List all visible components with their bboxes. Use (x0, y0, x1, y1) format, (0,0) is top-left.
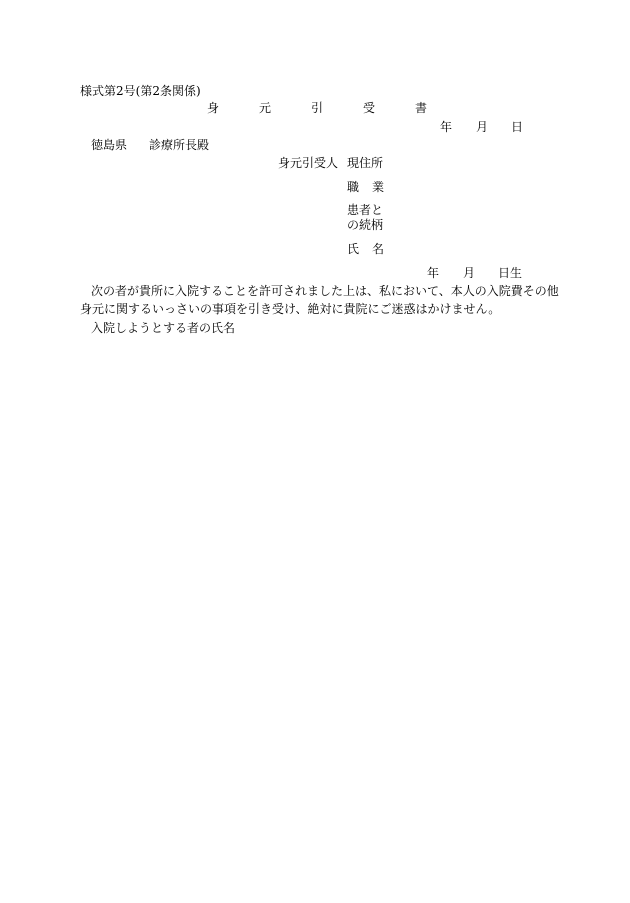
name-char: 名 (371, 242, 384, 256)
guarantor-heading: 身元引受人 (278, 156, 339, 170)
occupation-char: 業 (371, 180, 384, 194)
occupation-label (347, 180, 384, 194)
relation-label-line2: の続柄 (347, 218, 384, 232)
addressee-office: 診療所長殿 (149, 138, 210, 152)
body-line-1: 次の者が貴所に入院することを許可されました上は、私において、本人の入院費その他 (91, 284, 559, 298)
body-line-2: 身元に関するいっさいの事項を引き受け、絶対に貴院にご迷惑はかけません。 (80, 302, 501, 316)
patient-name-label: 入院しようとする者の氏名 (91, 321, 236, 335)
date-day: 日 (511, 120, 524, 134)
document-title (207, 101, 427, 115)
name-char: 氏 (347, 242, 360, 256)
birth-day: 日生 (498, 266, 523, 280)
date-month: 月 (476, 120, 489, 134)
title-char: 引 (310, 101, 323, 115)
form-number: 様式第2号(第2条関係) (80, 84, 201, 98)
date-year: 年 (440, 120, 453, 134)
address-label: 現住所 (347, 156, 384, 170)
addressee-prefecture: 徳島県 (91, 138, 128, 152)
title-char: 受 (362, 101, 375, 115)
name-label (347, 242, 384, 256)
relation-label-line1: 患者と (347, 203, 384, 217)
birth-month: 月 (463, 266, 476, 280)
birth-year: 年 (427, 266, 440, 280)
title-char: 元 (258, 101, 271, 115)
title-char: 書 (414, 101, 427, 115)
title-char: 身 (207, 101, 220, 115)
occupation-char: 職 (347, 180, 360, 194)
